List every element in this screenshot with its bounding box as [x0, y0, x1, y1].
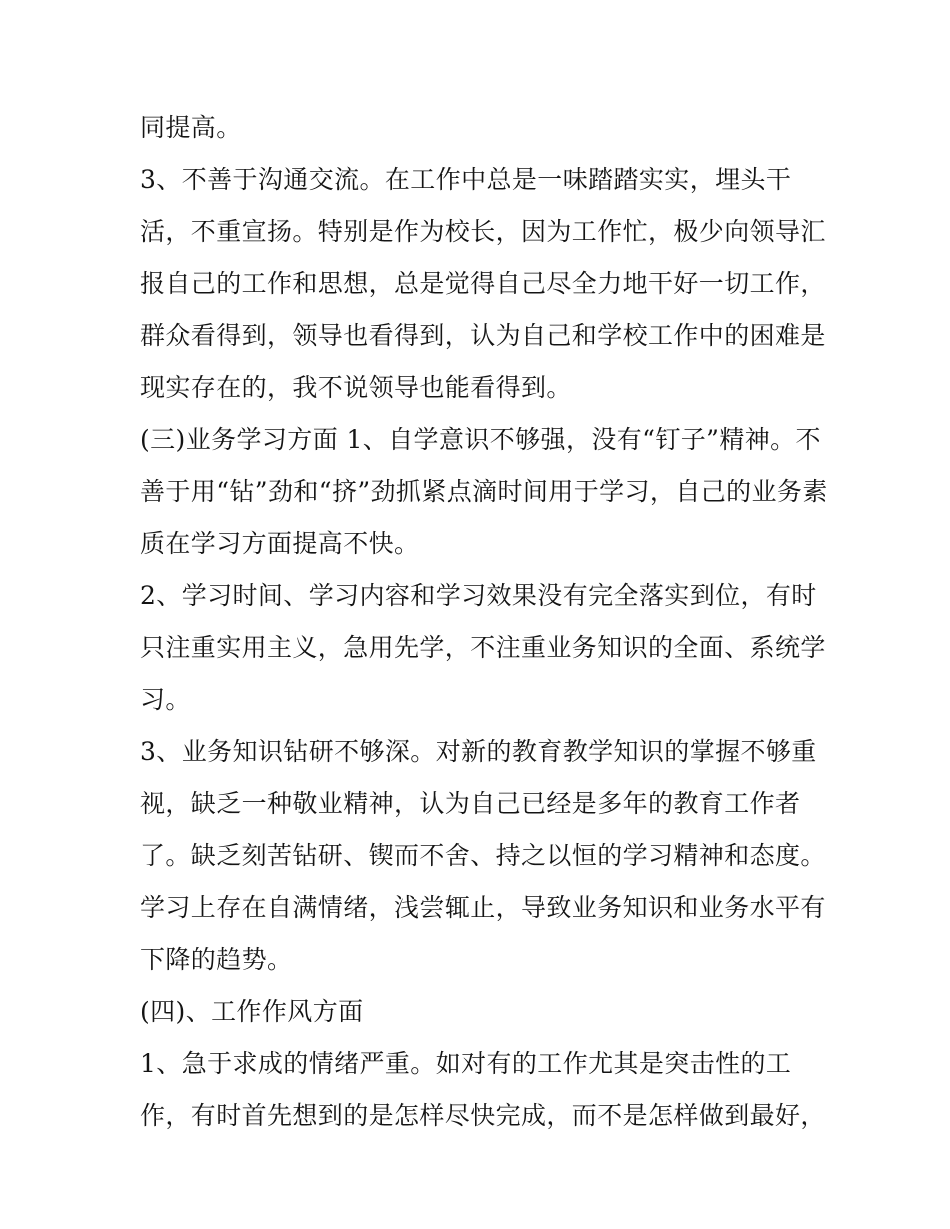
text-line: 群众看得到，领导也看得到，认为自己和学校工作中的困难是 — [140, 321, 826, 350]
text-line: 下降的趋势。 — [140, 945, 293, 974]
text-line: 1、急于求成的情绪严重。如对有的工作尤其是突击性的工 — [140, 1049, 792, 1078]
text-line: (四)、工作作风方面 — [140, 997, 364, 1026]
text-line: 现实存在的，我不说领导也能看得到。 — [140, 373, 572, 402]
text-line: 只注重实用主义，急用先学，不注重业务知识的全面、系统学 — [140, 633, 826, 662]
text-line: 作，有时首先想到的是怎样尽快完成，而不是怎样做到最好， — [140, 1101, 826, 1130]
text-line: 3、不善于沟通交流。在工作中总是一味踏踏实实，埋头干 — [140, 165, 792, 194]
text-line: 报自己的工作和思想，总是觉得自己尽全力地干好一切工作， — [140, 269, 826, 298]
text-line: 了。缺乏刻苦钻研、锲而不舍、持之以恒的学习精神和态度。 — [140, 841, 826, 870]
text-line: 2、学习时间、学习内容和学习效果没有完全落实到位，有时 — [140, 581, 817, 610]
text-line: 质在学习方面提高不快。 — [140, 529, 420, 558]
text-line: 善于用“钻”劲和“挤”劲抓紧点滴时间用于学习，自己的业务素 — [140, 477, 828, 506]
text-line: 3、业务知识钻研不够深。对新的教育教学知识的掌握不够重 — [140, 737, 817, 766]
text-line: 活，不重宣扬。特别是作为校长，因为工作忙，极少向领导汇 — [140, 217, 826, 246]
text-line: 习。 — [140, 685, 191, 714]
text-line: 学习上存在自满情绪，浅尝辄止，导致业务知识和业务水平有 — [140, 893, 826, 922]
text-line: 同提高。 — [140, 113, 242, 142]
text-line: (三)业务学习方面 1、自学意识不够强，没有“钉子”精神。不 — [140, 425, 821, 454]
text-line: 视，缺乏一种敬业精神，认为自己已经是多年的教育工作者 — [140, 789, 801, 818]
